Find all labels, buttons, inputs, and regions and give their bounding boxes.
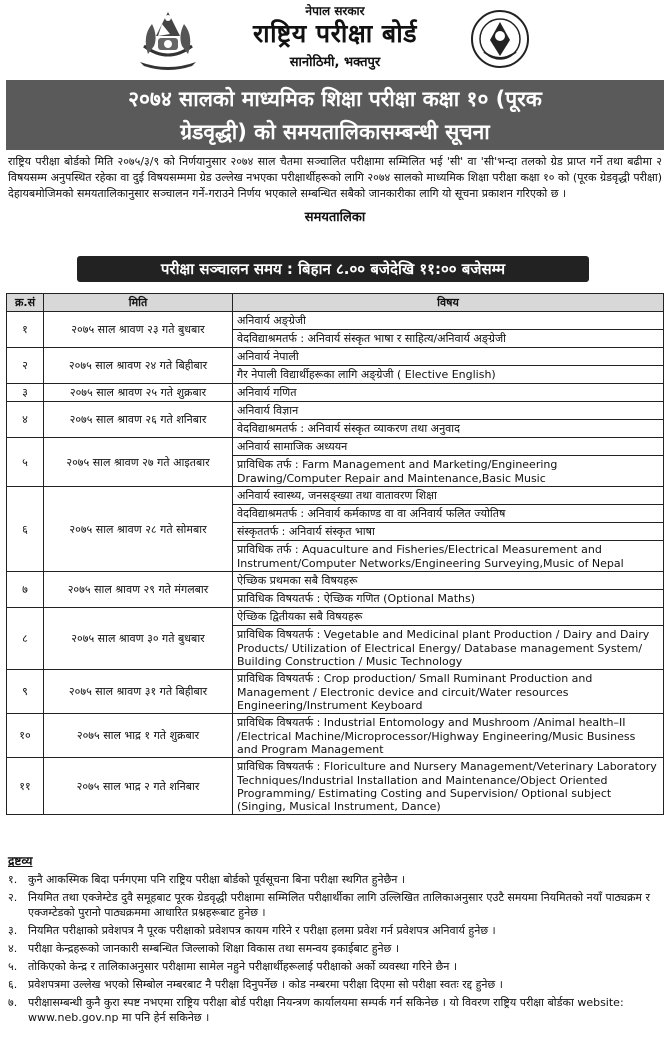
row-serial: ११ bbox=[7, 758, 44, 815]
subject-line: गैर नेपाली विद्यार्थीहरूका लागि अङ्ग्रेजी ( Elective English) bbox=[237, 368, 496, 381]
note-number: ७. bbox=[8, 996, 18, 1009]
subject-line: ऐच्छिक प्रथमका सबै विषयहरू bbox=[233, 572, 663, 590]
subject-line: वेदविद्याश्रमतर्फ : अनिवार्य कर्मकाण्ड वा वा अनिवार्य फलित ज्योतिष bbox=[233, 505, 663, 523]
timetable-table bbox=[6, 293, 664, 815]
row-serial: १० bbox=[7, 714, 44, 758]
note-text: तोकिएको केन्द्र र तालिकाअनुसार परीक्षामा सामेल नहुने परीक्षार्थीहरूलाई परीक्षाको अर्को व्यवस्था गरिने छैन । bbox=[28, 960, 458, 973]
row-subjects bbox=[233, 348, 664, 384]
row-subjects bbox=[233, 714, 664, 758]
table-row bbox=[7, 670, 664, 714]
row-date: २०७५ साल श्रावण २७ गते आइतबार bbox=[44, 438, 233, 487]
subject-line: प्राविधिक विषयतर्फ : Crop production/ Small Ruminant Production and Management / Electronic device and circuit/Water resources Engineering/Instrument Keyboard bbox=[237, 672, 593, 712]
table-row bbox=[7, 402, 664, 438]
row-date: २०७५ साल श्रावण ३० गते बुधबार bbox=[44, 608, 233, 670]
timetable-body bbox=[7, 312, 664, 815]
subject-line: अनिवार्य सामाजिक अध्ययन bbox=[233, 438, 663, 456]
row-date: २०७५ साल श्रावण २८ गते सोमबार bbox=[44, 487, 233, 572]
timetable-title: समयतालिका bbox=[304, 210, 366, 225]
row-serial: ६ bbox=[7, 487, 44, 572]
row-subjects bbox=[233, 670, 664, 714]
subject-line: वेदविद्याश्रमतर्फ : अनिवार्य संस्कृत भाषा र साहित्य/अनिवार्य अङ्ग्रेजी bbox=[237, 332, 507, 345]
subject-line: प्राविधिक विषयतर्फ : Vegetable and Medicinal plant Production / Dairy and Dairy Products/ Utilization of Electrical Energy/ Database management System/ Building Construction / Music Technology bbox=[237, 628, 650, 668]
note-item bbox=[8, 941, 662, 956]
table-row bbox=[7, 758, 664, 815]
row-serial: ४ bbox=[7, 402, 44, 438]
row-date: २०७५ साल श्रावण २३ गते बुधबार bbox=[44, 312, 233, 348]
row-serial: २ bbox=[7, 348, 44, 384]
note-item bbox=[8, 872, 662, 887]
header-date: मिति bbox=[44, 294, 233, 312]
row-subjects bbox=[233, 608, 664, 670]
row-date: २०७५ साल श्रावण २६ गते शनिबार bbox=[44, 402, 233, 438]
subject-line: प्राविधिक विषयतर्फ : Floriculture and Nursery Management/Veterinary Laboratory Techniques/Industrial Installation and Maintenance/Object Oriented Programming/ Estimating Costing and Supervision/ Optional subject (Singing, Musical Instrument, Dance) bbox=[237, 760, 657, 813]
row-date: २०७५ साल भाद्र १ गते शुक्रबार bbox=[44, 714, 233, 758]
row-serial: ३ bbox=[7, 384, 44, 402]
table-row bbox=[7, 572, 664, 608]
note-item bbox=[8, 995, 662, 1025]
notice-header bbox=[0, 0, 670, 80]
table-row bbox=[7, 714, 664, 758]
note-text: कुनै आकस्मिक बिदा पर्नगएमा पनि राष्ट्रिय परीक्षा बोर्डको पूर्वसूचना बिना परीक्षा स्थगित हुनेछैन । bbox=[28, 873, 406, 886]
subject-line: वेदविद्याश्रमतर्फ : अनिवार्य संस्कृत व्याकरण तथा अनुवाद bbox=[237, 422, 460, 435]
board-title: राष्ट्रिय परीक्षा बोर्ड bbox=[252, 19, 418, 48]
row-subjects bbox=[233, 572, 664, 608]
row-subjects bbox=[233, 402, 664, 438]
subject-line: प्राविधिक विषयतर्फ : Industrial Entomology and Mushroom /Animal health–II /Electrical Machine/Microprocessor/Highway Engineering/Music Business and Program Management bbox=[237, 716, 636, 756]
notes-section bbox=[8, 852, 662, 1028]
row-serial: ९ bbox=[7, 670, 44, 714]
header-serial: क्र.सं bbox=[7, 294, 44, 312]
row-date: २०७५ साल श्रावण २९ गते मंगलबार bbox=[44, 572, 233, 608]
row-subjects bbox=[233, 487, 664, 572]
notice-title-line-2: ग्रेडवृद्धी) को समयतालिकासम्बन्धी सूचना bbox=[180, 120, 490, 144]
subject-line: प्राविधिक तर्फ : Farm Management and Marketing/Engineering Drawing/Computer Repair and Maintenance,Basic Music bbox=[237, 458, 558, 485]
note-text: नियमित परीक्षाको प्रवेशपत्र नै पूरक परीक्षाको प्रवेशपत्र कायम गरिने र परीक्षा हलमा प्रवेश गर्न प्रवेशपत्र अनिवार्य हुनेछ । bbox=[28, 924, 496, 937]
notes-list bbox=[8, 872, 662, 1025]
subject-line: प्राविधिक विषयतर्फ : ऐच्छिक गणित (Optional Maths) bbox=[237, 592, 476, 605]
subject-line: अनिवार्य गणित bbox=[237, 386, 297, 399]
table-row bbox=[7, 312, 664, 348]
table-row bbox=[7, 608, 664, 670]
note-text: परीक्षासम्बन्धी कुनै कुरा स्पष्ट नभएमा राष्ट्रिय परीक्षा बोर्ड परीक्षा नियन्त्रण कार्यालयमा सम्पर्क गर्न सकिनेछ । यो विवरण राष्ट्रिय परीक्षा बोर्डका website: www.neb.gov.np मा पनि हेर्न सकिनेछ । bbox=[28, 996, 624, 1024]
row-subjects bbox=[233, 758, 664, 815]
note-number: ४. bbox=[8, 942, 18, 955]
note-number: ६. bbox=[8, 978, 18, 991]
note-text: परीक्षा केन्द्रहरूको जानकारी सम्बन्धित जिल्लाको शिक्षा विकास तथा समन्वय इकाईबाट हुनेछ । bbox=[28, 942, 400, 955]
note-item bbox=[8, 977, 662, 992]
subject-line: संस्कृततर्फ : अनिवार्य संस्कृत भाषा bbox=[233, 523, 663, 541]
note-number: १. bbox=[8, 873, 18, 886]
table-row bbox=[7, 438, 664, 487]
table-row bbox=[7, 348, 664, 384]
government-label: नेपाल सरकार bbox=[305, 4, 365, 18]
table-row bbox=[7, 384, 664, 402]
note-item bbox=[8, 959, 662, 974]
board-location: सानोठिमी, भक्तपुर bbox=[289, 55, 381, 70]
note-text: नियमित तथा एक्जेम्टेड दुवै समूहबाट पूरक ग्रेडवृद्धी परीक्षामा सम्मिलित परीक्षार्थीका लागि उल्लिखित तालिकाअनुसार एउटै समयमा नियमितको नयाँ पाठ्यक्रम र एक्जम्टेडको पुरानो पाठ्यक्रममा आधारित प्रश्नहरूबाट हुनेछ । bbox=[28, 891, 650, 919]
row-subjects bbox=[233, 312, 664, 348]
subject-line: अनिवार्य स्वास्थ्य, जनसङ्ख्या तथा वातावरण शिक्षा bbox=[233, 487, 663, 505]
note-text: प्रवेशपत्रमा उल्लेख भएको सिम्बोल नम्बरबाट नै परीक्षा दिनुपर्नेछ । कोड नम्बरमा परीक्षा दिएमा सो परीक्षा स्वतः रद्द हुनेछ । bbox=[28, 978, 503, 991]
row-date: २०७५ साल श्रावण २५ गते शुक्रबार bbox=[44, 384, 233, 402]
row-serial: ५ bbox=[7, 438, 44, 487]
note-number: २. bbox=[8, 891, 18, 904]
notice-title-line-1: २०७४ सालको माध्यमिक शिक्षा परीक्षा कक्षा १० (पूरक bbox=[128, 87, 542, 111]
row-subjects bbox=[233, 438, 664, 487]
note-number: ३. bbox=[8, 924, 18, 937]
table-row bbox=[7, 487, 664, 572]
row-date: २०७५ साल श्रावण ३१ गते बिहीबार bbox=[44, 670, 233, 714]
row-date: २०७५ साल श्रावण २४ गते बिहीबार bbox=[44, 348, 233, 384]
row-serial: ८ bbox=[7, 608, 44, 670]
row-serial: ७ bbox=[7, 572, 44, 608]
notice-title-banner bbox=[6, 80, 664, 150]
subject-line: ऐच्छिक द्वितीयका सबै विषयहरू bbox=[233, 608, 663, 626]
subject-line: प्राविधिक तर्फ : Aquaculture and Fisheries/Electrical Measurement and Instrument/Computer Networks/Engineering Surveying,Music of Nepal bbox=[237, 543, 624, 570]
note-item bbox=[8, 923, 662, 938]
notes-title: द्रष्टव्य bbox=[8, 854, 33, 868]
subject-line: अनिवार्य अङ्ग्रेजी bbox=[233, 312, 663, 330]
header-subject: विषय bbox=[233, 294, 664, 312]
exam-time-bar: परीक्षा सञ्चालन समय : बिहान ८.०० बजेदेखि ११:०० बजेसम्म bbox=[77, 256, 589, 282]
subject-line: अनिवार्य विज्ञान bbox=[233, 402, 663, 420]
row-serial: १ bbox=[7, 312, 44, 348]
intro-paragraph: राष्ट्रिय परीक्षा बोर्डको मिति २०७५/३/९ को निर्णयानुसार २०७४ साल चैतमा सञ्चालित परीक्षामा सम्मिलित भई 'सी' वा 'सी'भन्दा तलको ग्रेड प्राप्त गर्ने तथा बढीमा २ विषयसम्म अनुपस्थित रहेका वा दुई विषयसम्ममा ग्रेड उल्लेख नभएका परीक्षार्थीहरूको लागि २०७४ सालको माध्यमिक शिक्षा परीक्षा कक्षा १० को (पूरक ग्रेडवृद्धी परीक्षा) देहायबमोजिमको समयतालिकानुसार सञ्चालन गर्ने-गराउने निर्णय भएकाले सम्बन्धित सबैको जानकारीका लागि यो सूचना प्रकाशन गरिएको छ । bbox=[8, 155, 662, 200]
note-item bbox=[8, 890, 662, 920]
table-header-row bbox=[7, 294, 664, 312]
subject-line: अनिवार्य नेपाली bbox=[233, 348, 663, 366]
row-subjects bbox=[233, 384, 664, 402]
row-date: २०७५ साल भाद्र २ गते शनिबार bbox=[44, 758, 233, 815]
note-number: ५. bbox=[8, 960, 18, 973]
